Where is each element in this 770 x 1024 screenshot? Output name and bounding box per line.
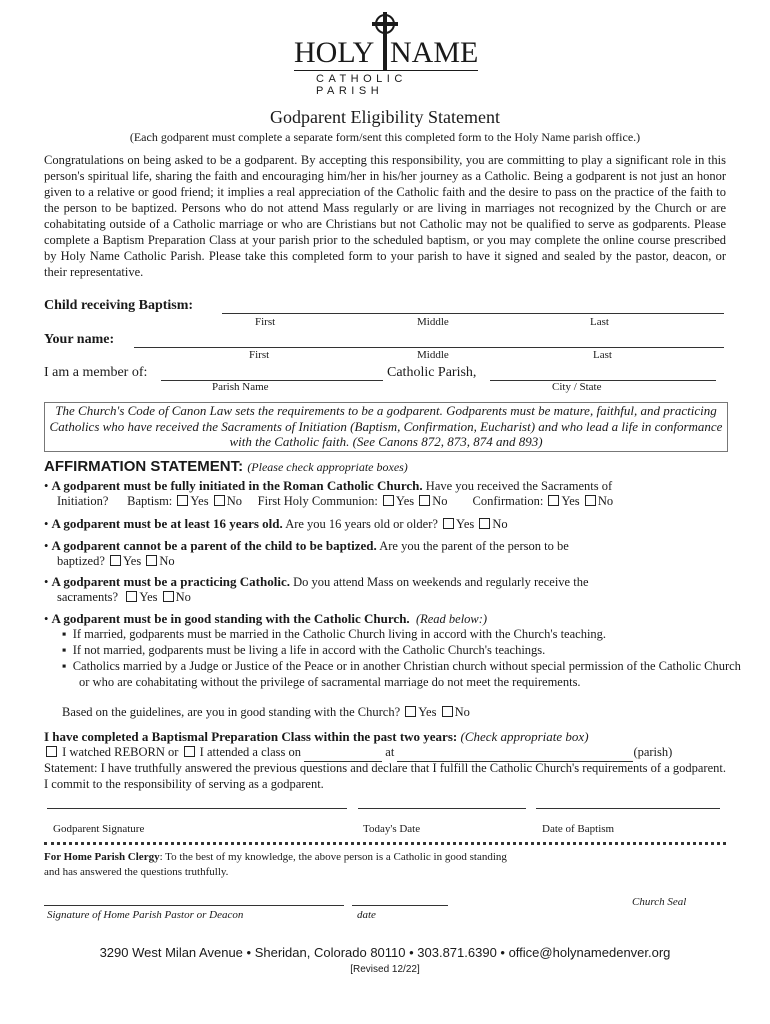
member-mid-text: Catholic Parish,	[387, 365, 477, 380]
guidelines-text: Based on the guidelines, are you in good standing with the Church?	[62, 705, 401, 719]
sub3-text: Catholics married by a Judge or Justice of the Peace or in another Christian church without special permission of the Catholic Church or who are cohabitating without the privilege of sacramental marriage do not meet the requirements.	[72, 659, 741, 689]
church-seal-label: Church Seal	[632, 896, 687, 908]
yes-label: Yes	[190, 494, 209, 508]
item1-line2	[57, 494, 747, 510]
revised-date: [Revised 12/22]	[350, 964, 420, 975]
class-checkbox[interactable]	[184, 746, 195, 757]
pastor-signature-field[interactable]	[44, 905, 344, 906]
affirmation-heading	[44, 458, 408, 475]
confirmation-label: Confirmation:	[472, 494, 544, 508]
guidelines-question	[62, 705, 752, 721]
sub-not-married: ▪ If not married, godparents must be living a life in accord with the Catholic Church's teachings.	[62, 643, 546, 657]
parent-yes-checkbox[interactable]	[110, 555, 121, 566]
no-label: No	[492, 517, 508, 531]
logo-rule	[294, 70, 478, 71]
item1-bold: A godparent must be fully initiated in the Roman Catholic Church.	[51, 478, 423, 493]
item3-baptized: baptized?	[57, 554, 105, 568]
child-middle-caption: Middle	[417, 316, 449, 328]
no-label: No	[597, 494, 614, 508]
item-age: • A godparent must be at least 16 years old. Are you 16 years old or older? Yes No	[44, 516, 508, 531]
item4-line2	[57, 590, 747, 606]
no-label: No	[175, 590, 191, 604]
practicing-yes-checkbox[interactable]	[126, 591, 137, 602]
item-practicing: • A godparent must be a practicing Catholic. Do you attend Mass on weekends and regularly receive the	[44, 574, 589, 589]
logo-word-name: NAME	[390, 36, 479, 69]
no-label: No	[159, 554, 175, 568]
pastor-date-field[interactable]	[352, 905, 448, 906]
separator	[44, 842, 726, 845]
yes-label: Yes	[123, 554, 142, 568]
fhc-label: First Holy Communion:	[257, 494, 378, 508]
parish-name-caption: Parish Name	[212, 381, 269, 393]
standing-no-checkbox[interactable]	[442, 706, 453, 717]
sub1-text: If married, godparents must be married in the Catholic Church living in accord with the Church's teaching.	[72, 627, 607, 641]
pastor-date-caption: date	[357, 909, 376, 921]
parish-name-field[interactable]	[161, 365, 383, 381]
item2-text: Are you 16 years old or older?	[285, 517, 438, 531]
canon-law-box: The Church's Code of Canon Law sets the requirements to be a godparent. Godparents must be mature, faithful, and practicing Catholics who have received the Sacraments of Initiation (Baptism, Confirmation, Eucharist) and who lead a life in conformance with the Catholic faith. (See Canons 872, 873, 874 and 893)	[44, 402, 728, 452]
no-label: No	[454, 705, 470, 719]
reborn-label: I watched REBORN or	[62, 745, 179, 759]
item-good-standing: • A godparent must be in good standing with the Catholic Church. (Read below:)	[44, 611, 488, 626]
no-label: No	[432, 494, 448, 508]
godparent-signature-caption: Godparent Signature	[53, 823, 145, 835]
city-state-caption: City / State	[552, 381, 602, 393]
affirmation-subtitle: (Please check appropriate boxes)	[247, 460, 408, 474]
item1-initiation: Initiation?	[57, 494, 109, 508]
prep-subtitle: (Check appropriate box)	[460, 729, 589, 744]
prep-heading	[44, 729, 734, 745]
baptism-date-field[interactable]	[536, 808, 720, 809]
item3-text: Are you the parent of the person to be	[379, 539, 569, 553]
prep-title: I have completed a Baptismal Preparation Class within the past two years:	[44, 729, 458, 744]
item2-bold: A godparent must be at least 16 years old.	[51, 516, 283, 531]
clergy-text: : To the best of my knowledge, the above person is a Catholic in good standing	[159, 851, 507, 863]
yes-label: Yes	[139, 590, 158, 604]
age-yes-checkbox[interactable]	[443, 518, 454, 529]
item5-text: (Read below:)	[415, 612, 488, 626]
pastor-signature-caption: Signature of Home Parish Pastor or Deacon	[47, 909, 244, 921]
fhc-no-checkbox[interactable]	[419, 495, 430, 506]
confirmation-yes-checkbox[interactable]	[548, 495, 559, 506]
affirmation-title: AFFIRMATION STATEMENT:	[44, 458, 244, 475]
item3-bold: A godparent cannot be a parent of the child to be baptized.	[51, 538, 377, 553]
page-subtitle: (Each godparent must complete a separate form/sent this completed form to the Holy Name parish office.)	[129, 130, 641, 144]
yes-label: Yes	[418, 705, 437, 719]
item-not-parent: • A godparent cannot be a parent of the child to be baptized. Are you the parent of the person to be	[44, 538, 569, 553]
prep-options	[44, 745, 734, 762]
your-last-caption: Last	[593, 349, 612, 361]
yes-label: Yes	[561, 494, 580, 508]
baptism-yes-checkbox[interactable]	[177, 495, 188, 506]
godparent-signature-field[interactable]	[47, 808, 347, 809]
class-label: I attended a class on	[199, 745, 302, 759]
fhc-yes-checkbox[interactable]	[383, 495, 394, 506]
sub-married: ▪ If married, godparents must be married in the Catholic Church living in accord with the Church's teaching.	[62, 627, 607, 641]
at-label: at	[385, 745, 395, 759]
child-label: Child receiving Baptism:	[44, 298, 194, 313]
child-first-caption: First	[255, 316, 276, 328]
statement: Statement: I have truthfully answered the previous questions and declare that I fulfill the Catholic Church's requirements of a godparent. I commit to the responsibility of serving as a godparent.	[44, 761, 726, 791]
parish-label: (parish)	[633, 745, 673, 759]
page-title: Godparent Eligibility Statement	[270, 107, 500, 127]
intro-paragraph: Congratulations on being asked to be a godparent. By accepting this responsibility, you are committing to play a significant role in this person's spiritual life, sharing the faith and encouraging him/her in his/her journey as a Catholic. Being a godparent is not just an honor given to a relative or good friend; it implies a real appreciation of the Catholic faith and the desire to pass on the practice of the faith to the person to be baptized. Persons who do not attend Mass regularly or are living in marriages not recognized by the Church or are cohabitating outside of a Catholic marriage or who are Christians but not Catholic may not be qualified to serve as godparents. Please complete a Baptism Preparation Class at your parish prior to the scheduled baptism, or you may complete the online course prescribed by Holy Name Catholic Parish. Please take this completed form to your parish to have it signed and sealed by the pastor, deacon, or their representative.	[44, 153, 726, 279]
class-date-field[interactable]	[304, 745, 382, 762]
today-date-field[interactable]	[358, 808, 526, 809]
your-name-label: Your name:	[44, 332, 115, 347]
item3-line2	[57, 554, 747, 570]
item1-text: Have you received the Sacraments of	[422, 479, 613, 493]
item5-bold: A godparent must be in good standing with the Catholic Church.	[51, 611, 410, 626]
confirmation-no-checkbox[interactable]	[585, 495, 596, 506]
baptism-no-checkbox[interactable]	[214, 495, 225, 506]
logo-subtitle: CATHOLIC PARISH	[316, 73, 407, 97]
your-middle-caption: Middle	[417, 349, 449, 361]
parent-no-checkbox[interactable]	[146, 555, 157, 566]
child-name-field[interactable]	[222, 298, 724, 314]
standing-yes-checkbox[interactable]	[405, 706, 416, 717]
age-no-checkbox[interactable]	[479, 518, 490, 529]
today-date-caption: Today's Date	[363, 823, 421, 835]
no-label: No	[226, 494, 243, 508]
your-name-field[interactable]	[134, 332, 724, 348]
city-state-field[interactable]	[490, 365, 716, 381]
baptism-label: Baptism:	[127, 494, 173, 508]
baptism-date-caption: Date of Baptism	[542, 823, 615, 835]
clergy-label: For Home Parish Clergy	[44, 851, 160, 863]
sub2-text: If not married, godparents must be living a life in accord with the Catholic Church's teachings.	[72, 643, 546, 657]
item4-text: Do you attend Mass on weekends and regularly receive the	[293, 575, 589, 589]
child-last-caption: Last	[590, 316, 609, 328]
item-fully-initiated: • A godparent must be fully initiated in the Roman Catholic Church. Have you received the Sacraments of	[44, 478, 613, 493]
footer-contact: 3290 West Milan Avenue • Sheridan, Colorado 80110 • 303.871.6390 • office@holynamedenver.org	[99, 945, 671, 960]
yes-label: Yes	[395, 494, 415, 508]
item4-sacraments: sacraments?	[57, 590, 119, 604]
your-first-caption: First	[249, 349, 270, 361]
yes-label: Yes	[456, 517, 475, 531]
sub-judge: ▪ Catholics married by a Judge or Justice of the Peace or in another Christian church without special permission of the Catholic Church or who are cohabitating without the privilege of sacramental marriage do not meet the requirements.	[62, 659, 741, 689]
logo-word-holy: HOLY	[294, 36, 375, 69]
member-label: I am a member of:	[44, 365, 148, 380]
clergy-statement	[44, 851, 507, 863]
practicing-no-checkbox[interactable]	[163, 591, 174, 602]
clergy-line2: and has answered the questions truthfully.	[44, 866, 229, 878]
class-parish-field[interactable]	[397, 745, 633, 762]
parish-logo	[290, 10, 480, 97]
reborn-checkbox[interactable]	[46, 746, 57, 757]
item4-bold: A godparent must be a practicing Catholic.	[51, 574, 290, 589]
